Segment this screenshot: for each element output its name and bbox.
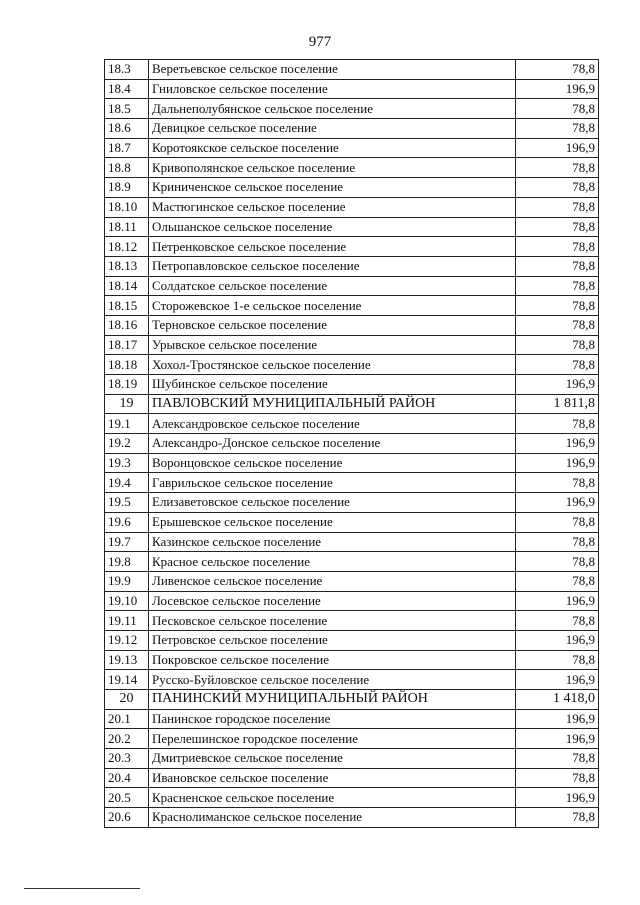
amount-cell: 78,8 bbox=[516, 256, 599, 276]
amount-cell: 78,8 bbox=[516, 611, 599, 631]
settlement-name-cell: Казинское сельское поселение bbox=[149, 532, 516, 552]
settlement-name-cell: Русско-Буйловское сельское поселение bbox=[149, 670, 516, 690]
row-number-cell: 19.7 bbox=[105, 532, 149, 552]
row-number-cell: 18.9 bbox=[105, 178, 149, 198]
settlement-name-cell: Петровское сельское поселение bbox=[149, 630, 516, 650]
amount-cell: 78,8 bbox=[516, 749, 599, 769]
settlement-name-cell: Покровское сельское поселение bbox=[149, 650, 516, 670]
amount-cell: 196,9 bbox=[516, 709, 599, 729]
settlement-name-cell: Воронцовское сельское поселение bbox=[149, 453, 516, 473]
district-row bbox=[105, 690, 599, 710]
settlement-name-cell: Гаврильское сельское поселение bbox=[149, 473, 516, 493]
table-row bbox=[105, 158, 599, 178]
table-row bbox=[105, 79, 599, 99]
table-row bbox=[105, 749, 599, 769]
settlement-name-cell: Веретьевское сельское поселение bbox=[149, 60, 516, 80]
amount-cell: 196,9 bbox=[516, 591, 599, 611]
row-number-cell: 19.5 bbox=[105, 493, 149, 513]
amount-cell: 78,8 bbox=[516, 197, 599, 217]
budget-allocation-table bbox=[104, 59, 599, 828]
table-row bbox=[105, 217, 599, 237]
row-number-cell: 18.19 bbox=[105, 375, 149, 395]
table-row bbox=[105, 808, 599, 828]
district-row bbox=[105, 394, 599, 414]
amount-cell: 78,8 bbox=[516, 119, 599, 139]
settlement-name-cell: Криниченское сельское поселение bbox=[149, 178, 516, 198]
row-number-cell: 19.14 bbox=[105, 670, 149, 690]
amount-cell: 1 418,0 bbox=[516, 690, 599, 710]
table-row bbox=[105, 99, 599, 119]
amount-cell: 196,9 bbox=[516, 434, 599, 454]
row-number-cell: 18.13 bbox=[105, 256, 149, 276]
settlement-name-cell: Лосевское сельское поселение bbox=[149, 591, 516, 611]
settlement-name-cell: Коротоякское сельское поселение bbox=[149, 138, 516, 158]
table-row bbox=[105, 434, 599, 454]
table-row bbox=[105, 709, 599, 729]
settlement-name-cell: Хохол-Тростянское сельское поселение bbox=[149, 355, 516, 375]
settlement-name-cell: Песковское сельское поселение bbox=[149, 611, 516, 631]
row-number-cell: 18.11 bbox=[105, 217, 149, 237]
table-row bbox=[105, 591, 599, 611]
settlement-name-cell: Ерышевское сельское поселение bbox=[149, 512, 516, 532]
row-number-cell: 20.3 bbox=[105, 749, 149, 769]
settlement-name-cell: ПАНИНСКИЙ МУНИЦИПАЛЬНЫЙ РАЙОН bbox=[149, 690, 516, 710]
row-number-cell: 19.9 bbox=[105, 571, 149, 591]
row-number-cell: 18.17 bbox=[105, 335, 149, 355]
row-number-cell: 19.2 bbox=[105, 434, 149, 454]
row-number-cell: 19.1 bbox=[105, 414, 149, 434]
table-row bbox=[105, 768, 599, 788]
table-row bbox=[105, 355, 599, 375]
row-number-cell: 18.3 bbox=[105, 60, 149, 80]
amount-cell: 78,8 bbox=[516, 532, 599, 552]
amount-cell: 196,9 bbox=[516, 788, 599, 808]
row-number-cell: 18.18 bbox=[105, 355, 149, 375]
row-number-cell: 19.12 bbox=[105, 630, 149, 650]
table-row bbox=[105, 630, 599, 650]
row-number-cell: 19.13 bbox=[105, 650, 149, 670]
settlement-name-cell: Гниловское сельское поселение bbox=[149, 79, 516, 99]
table-row bbox=[105, 571, 599, 591]
row-number-cell: 18.10 bbox=[105, 197, 149, 217]
row-number-cell: 18.16 bbox=[105, 315, 149, 335]
settlement-name-cell: Краснолиманское сельское поселение bbox=[149, 808, 516, 828]
table-row bbox=[105, 493, 599, 513]
row-number-cell: 18.5 bbox=[105, 99, 149, 119]
row-number-cell: 18.12 bbox=[105, 237, 149, 257]
settlement-name-cell: Красненское сельское поселение bbox=[149, 788, 516, 808]
table-row bbox=[105, 178, 599, 198]
row-number-cell: 18.14 bbox=[105, 276, 149, 296]
row-number-cell: 20.6 bbox=[105, 808, 149, 828]
table-row bbox=[105, 375, 599, 395]
settlement-name-cell: Красное сельское поселение bbox=[149, 552, 516, 572]
amount-cell: 196,9 bbox=[516, 375, 599, 395]
table-row bbox=[105, 552, 599, 572]
amount-cell: 196,9 bbox=[516, 729, 599, 749]
table-row bbox=[105, 315, 599, 335]
table-row bbox=[105, 197, 599, 217]
amount-cell: 78,8 bbox=[516, 99, 599, 119]
row-number-cell: 20 bbox=[105, 690, 149, 710]
table-row bbox=[105, 237, 599, 257]
row-number-cell: 19.8 bbox=[105, 552, 149, 572]
row-number-cell: 18.6 bbox=[105, 119, 149, 139]
amount-cell: 78,8 bbox=[516, 355, 599, 375]
row-number-cell: 20.5 bbox=[105, 788, 149, 808]
table-row bbox=[105, 453, 599, 473]
amount-cell: 78,8 bbox=[516, 808, 599, 828]
row-number-cell: 20.4 bbox=[105, 768, 149, 788]
table-row bbox=[105, 335, 599, 355]
amount-cell: 196,9 bbox=[516, 138, 599, 158]
amount-cell: 196,9 bbox=[516, 493, 599, 513]
table-row bbox=[105, 670, 599, 690]
row-number-cell: 19.10 bbox=[105, 591, 149, 611]
settlement-name-cell: Дальнеполубянское сельское поселение bbox=[149, 99, 516, 119]
amount-cell: 196,9 bbox=[516, 630, 599, 650]
amount-cell: 78,8 bbox=[516, 60, 599, 80]
amount-cell: 78,8 bbox=[516, 217, 599, 237]
settlement-name-cell: Панинское городское поселение bbox=[149, 709, 516, 729]
amount-cell: 78,8 bbox=[516, 571, 599, 591]
amount-cell: 78,8 bbox=[516, 414, 599, 434]
amount-cell: 78,8 bbox=[516, 158, 599, 178]
settlement-name-cell: Мастюгинское сельское поселение bbox=[149, 197, 516, 217]
settlement-name-cell: Урывское сельское поселение bbox=[149, 335, 516, 355]
row-number-cell: 20.1 bbox=[105, 709, 149, 729]
row-number-cell: 18.8 bbox=[105, 158, 149, 178]
amount-cell: 78,8 bbox=[516, 237, 599, 257]
table-body bbox=[105, 60, 599, 828]
settlement-name-cell: Ольшанское сельское поселение bbox=[149, 217, 516, 237]
amount-cell: 78,8 bbox=[516, 552, 599, 572]
amount-cell: 78,8 bbox=[516, 296, 599, 316]
amount-cell: 78,8 bbox=[516, 315, 599, 335]
row-number-cell: 18.7 bbox=[105, 138, 149, 158]
settlement-name-cell: Шубинское сельское поселение bbox=[149, 375, 516, 395]
settlement-name-cell: Петропавловское сельское поселение bbox=[149, 256, 516, 276]
amount-cell: 78,8 bbox=[516, 178, 599, 198]
settlement-name-cell: ПАВЛОВСКИЙ МУНИЦИПАЛЬНЫЙ РАЙОН bbox=[149, 394, 516, 414]
table-row bbox=[105, 296, 599, 316]
amount-cell: 1 811,8 bbox=[516, 394, 599, 414]
row-number-cell: 18.4 bbox=[105, 79, 149, 99]
amount-cell: 78,8 bbox=[516, 512, 599, 532]
amount-cell: 78,8 bbox=[516, 335, 599, 355]
amount-cell: 196,9 bbox=[516, 453, 599, 473]
table-row bbox=[105, 60, 599, 80]
amount-cell: 78,8 bbox=[516, 768, 599, 788]
settlement-name-cell: Ивановское сельское поселение bbox=[149, 768, 516, 788]
row-number-cell: 20.2 bbox=[105, 729, 149, 749]
settlement-name-cell: Солдатское сельское поселение bbox=[149, 276, 516, 296]
settlement-name-cell: Александро-Донское сельское поселение bbox=[149, 434, 516, 454]
row-number-cell: 19.6 bbox=[105, 512, 149, 532]
settlement-name-cell: Александровское сельское поселение bbox=[149, 414, 516, 434]
settlement-name-cell: Девицкое сельское поселение bbox=[149, 119, 516, 139]
table-row bbox=[105, 532, 599, 552]
table-row bbox=[105, 473, 599, 493]
amount-cell: 78,8 bbox=[516, 276, 599, 296]
amount-cell: 196,9 bbox=[516, 79, 599, 99]
table-row bbox=[105, 138, 599, 158]
footnote-divider bbox=[24, 888, 140, 889]
row-number-cell: 19 bbox=[105, 394, 149, 414]
table-row bbox=[105, 276, 599, 296]
settlement-name-cell: Петренковское сельское поселение bbox=[149, 237, 516, 257]
table-row bbox=[105, 729, 599, 749]
row-number-cell: 19.11 bbox=[105, 611, 149, 631]
amount-cell: 196,9 bbox=[516, 670, 599, 690]
settlement-name-cell: Ливенское сельское поселение bbox=[149, 571, 516, 591]
settlement-name-cell: Елизаветовское сельское поселение bbox=[149, 493, 516, 513]
settlement-name-cell: Терновское сельское поселение bbox=[149, 315, 516, 335]
amount-cell: 78,8 bbox=[516, 473, 599, 493]
table-row bbox=[105, 788, 599, 808]
amount-cell: 78,8 bbox=[516, 650, 599, 670]
row-number-cell: 18.15 bbox=[105, 296, 149, 316]
table-row bbox=[105, 512, 599, 532]
settlement-name-cell: Кривополянское сельское поселение bbox=[149, 158, 516, 178]
table-row bbox=[105, 650, 599, 670]
settlement-name-cell: Дмитриевское сельское поселение bbox=[149, 749, 516, 769]
page-number: 977 bbox=[308, 34, 332, 50]
settlement-name-cell: Перелешинское городское поселение bbox=[149, 729, 516, 749]
row-number-cell: 19.3 bbox=[105, 453, 149, 473]
table-row bbox=[105, 611, 599, 631]
table-row bbox=[105, 256, 599, 276]
table-row bbox=[105, 119, 599, 139]
settlement-name-cell: Сторожевское 1-е сельское поселение bbox=[149, 296, 516, 316]
table-row bbox=[105, 414, 599, 434]
row-number-cell: 19.4 bbox=[105, 473, 149, 493]
